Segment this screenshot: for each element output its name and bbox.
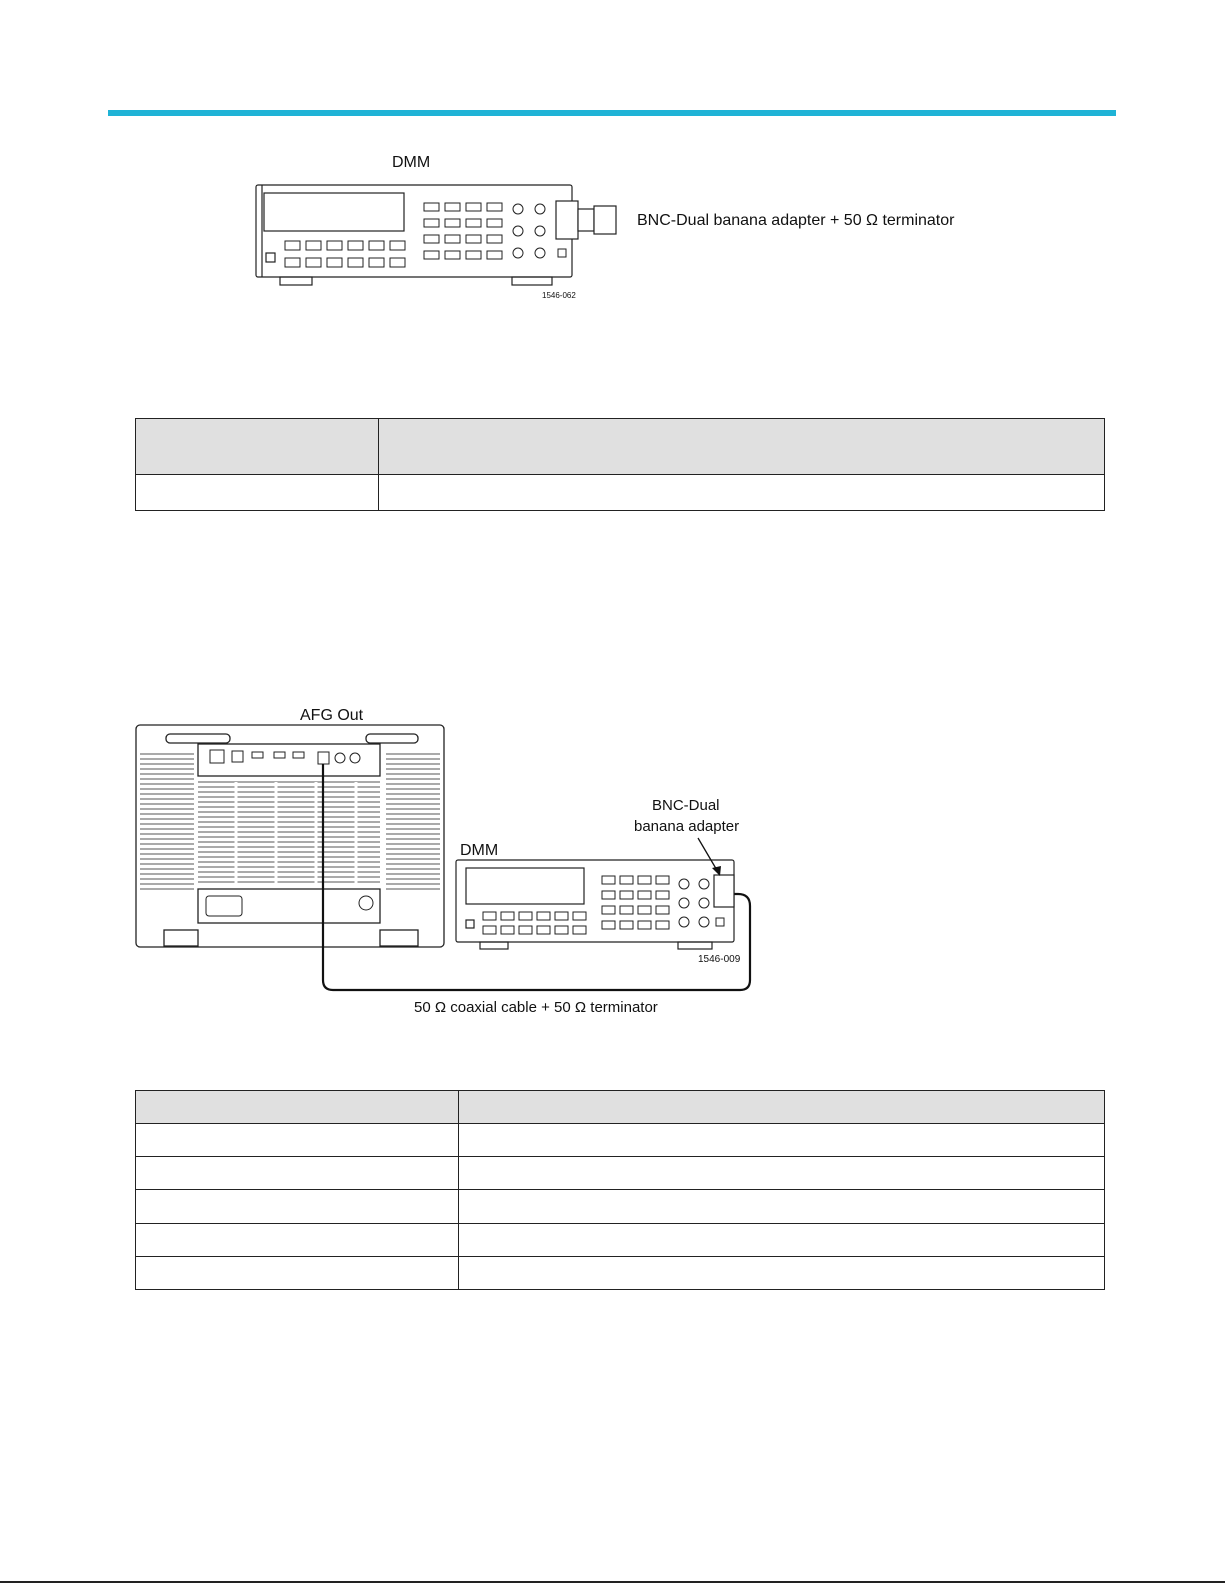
table-header-cell [459,1091,1105,1124]
dmm-instrument [456,860,734,949]
table-cell [136,1157,459,1190]
table-cell [459,1257,1105,1290]
table-row [136,419,1105,475]
dmm-label: DMM [392,154,431,171]
table-cell [459,1124,1105,1157]
table-cell [136,1224,459,1257]
adapter-label-line1: BNC-Dual [652,797,720,814]
oscilloscope-rear-panel [136,725,444,947]
dmm-front-keys [285,203,566,267]
table-cell [459,1224,1105,1257]
rear-connectors [206,750,373,916]
afg-out-label: AFG Out [300,707,364,724]
table-header-cell [136,419,379,475]
table-row [136,1157,1105,1190]
adapter-label-line2: banana adapter [634,818,740,835]
table-row [136,475,1105,511]
vent-grilles [140,754,440,889]
cable-label: 50 Ω coaxial cable + 50 Ω terminator [414,999,658,1016]
table-cell [136,1124,459,1157]
table-cell [136,475,379,511]
table-header-cell [136,1091,459,1124]
afg-dmm-connection-figure [130,700,770,1020]
table-row [136,1257,1105,1290]
dmm-label: DMM [460,842,499,859]
footer-rule [0,1581,1225,1583]
table-1 [135,418,1105,511]
table-cell [136,1257,459,1290]
table-cell [459,1157,1105,1190]
figure-id: 1546-009 [698,954,741,965]
table-cell [379,475,1105,511]
adapter-label: BNC-Dual banana adapter + 50 Ω terminator [637,212,955,229]
dmm-adapter-figure [250,145,1010,305]
table-row [136,1190,1105,1224]
table-row [136,1224,1105,1257]
table-row [136,1091,1105,1124]
table-row [136,1124,1105,1157]
table-2 [135,1090,1105,1290]
figure-id: 1546-062 [542,291,576,300]
dmm-instrument [256,185,572,285]
table-header-cell [379,419,1105,475]
bnc-adapter-shape [714,875,734,907]
table-cell [459,1190,1105,1224]
bnc-adapter-shape [556,201,616,239]
table-cell [136,1190,459,1224]
header-rule [108,110,1116,116]
